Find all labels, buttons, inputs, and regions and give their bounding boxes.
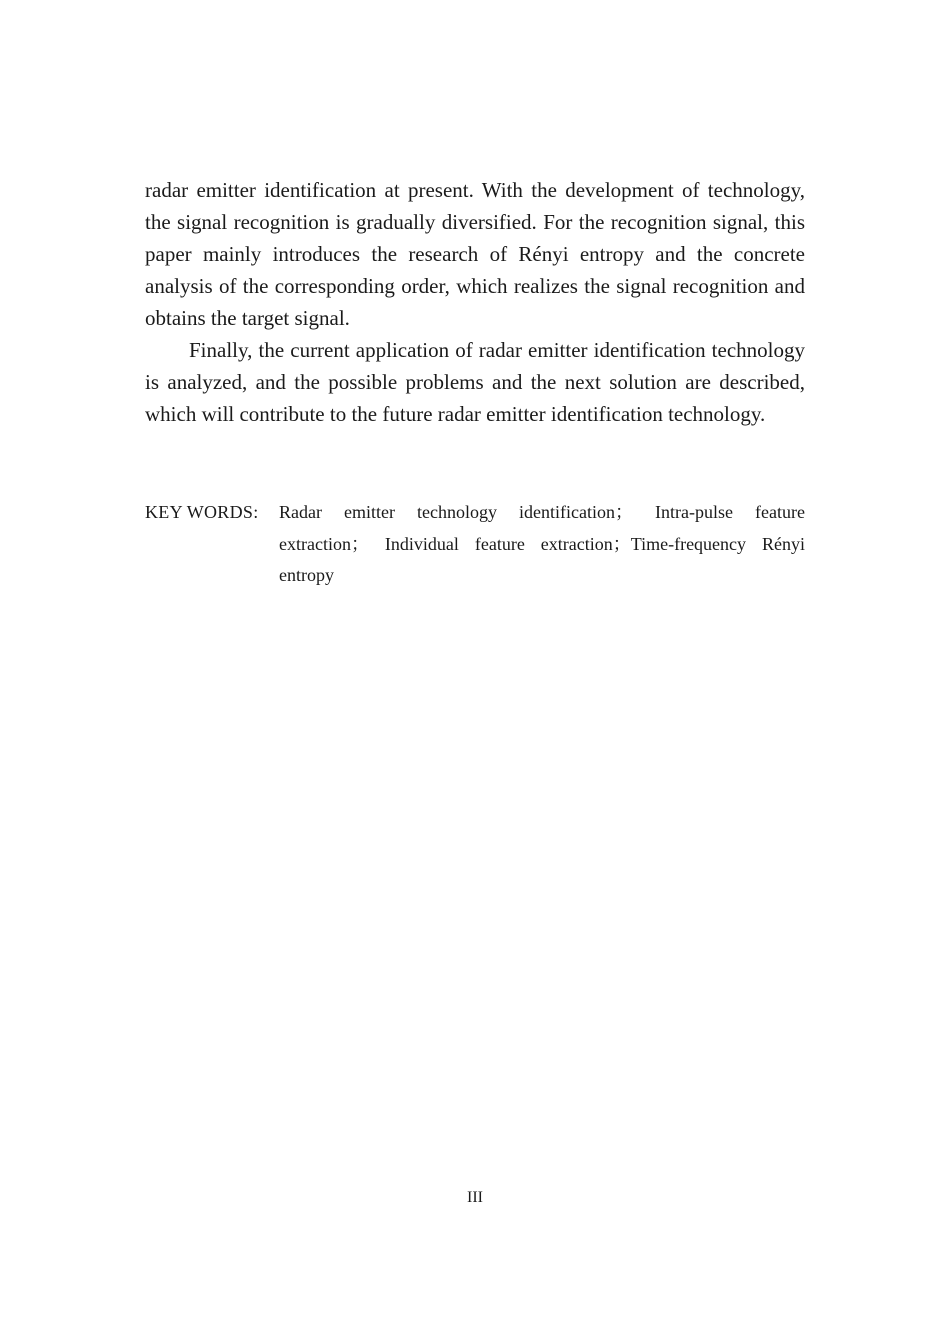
abstract-paragraph-final: Finally, the current application of radar emitter identification technology is analyzed, and the possible problems and the next solution are described, which will contribute to the future radar emitter identification technology. (145, 338, 805, 426)
abstract-body (145, 174, 805, 430)
abstract-paragraph-continued: radar emitter identification at present. With the development of technology, the signal recognition is gradually diversified. For the recognition signal, this paper mainly introduces the research of Rényi entropy and the concrete analysis of the corresponding order, which realizes the signal recognition and obtains the target signal. (145, 178, 805, 330)
page-number: III (467, 1189, 483, 1206)
keywords-list: Radar emitter technology identification； Intra-pulse feature extraction； Individual feature extraction；Time-frequency Rényi entropy (279, 502, 805, 585)
keywords-section (145, 497, 805, 592)
keywords-label: KEY WORDS: (145, 502, 259, 522)
